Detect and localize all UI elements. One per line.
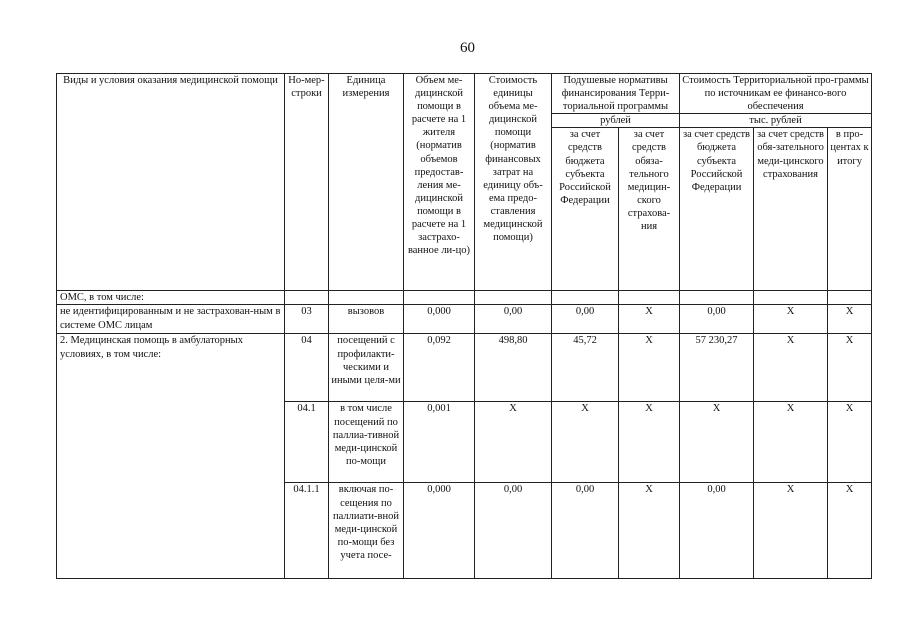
row-number: 04 [285,334,329,402]
page-number: 60 [460,40,475,56]
table-row [57,305,872,334]
header-budget-per-capita: за счет средств бюджета субъекта Российской Федерации [552,128,619,291]
header-unit-cost: Стоимость единицы объема ме-дицинской помощи (норматив финансовых затрат на единицу объ-ема предо-ставления медицинской помощи) [475,74,552,291]
row-cost [475,291,552,305]
header-rubles: рублей [552,114,680,128]
row-cost: Х [475,402,552,483]
row-cost: 498,80 [475,334,552,402]
row-budget-per-capita: 0,00 [552,305,619,334]
header-per-capita: Подушевые нормативы финансирования Терри-ториальной программы [552,74,680,114]
row-unit [329,291,404,305]
row-oms-cost: Х [754,402,828,483]
header-row-number: Но-мер-строки [285,74,329,291]
financing-table [56,73,872,579]
row-volume: 0,000 [404,305,475,334]
row-oms-per-capita [619,291,680,305]
header-percent: в про-центах к итогу [828,128,872,291]
row-budget-per-capita: 0,00 [552,483,619,579]
row-cost: 0,00 [475,483,552,579]
table-row [57,334,872,402]
header-program-cost: Стоимость Территориальной про-граммы по источникам ее финансо-вого обеспечения [680,74,872,114]
row-budget-cost: 0,00 [680,483,754,579]
row-oms-per-capita: Х [619,483,680,579]
row-number: 04.1.1 [285,483,329,579]
row-oms-per-capita: Х [619,402,680,483]
table-row [57,291,872,305]
row-label: ОМС, в том числе: [57,291,285,305]
header-unit: Единица измерения [329,74,404,291]
row-percent: Х [828,334,872,402]
row-percent: Х [828,305,872,334]
row-cost: 0,00 [475,305,552,334]
row-label: не идентифицированным и не застрахован-ным в системе ОМС лицам [57,305,285,334]
row-unit: в том числе посещений по паллиа-тивной меди-цинской по-мощи [329,402,404,483]
row-budget-per-capita: 45,72 [552,334,619,402]
row-oms-cost: Х [754,483,828,579]
header-oms-cost: за счет средств обя-зательного меди-цинского страхования [754,128,828,291]
header-row-1 [57,74,872,114]
row-oms-cost: Х [754,305,828,334]
row-percent: Х [828,402,872,483]
header-volume: Объем ме-дицинской помощи в расчете на 1 жителя (норматив объемов предостав-ления ме-дицинской помощи в расчете на 1 застрахо-ванное ли-цо) [404,74,475,291]
row-volume: 0,000 [404,483,475,579]
row-volume: 0,092 [404,334,475,402]
row-volume [404,291,475,305]
row-budget-per-capita [552,291,619,305]
row-percent [828,291,872,305]
header-oms-per-capita: за счет средств обяза-тельного медицин-ского страхова-ния [619,128,680,291]
row-number [285,291,329,305]
row-budget-cost: Х [680,402,754,483]
row-budget-per-capita: Х [552,402,619,483]
header-types: Виды и условия оказания медицинской помощи [57,74,285,291]
row-oms-cost [754,291,828,305]
header-budget-cost: за счет средств бюджета субъекта Российской Федерации [680,128,754,291]
header-thousand-rubles: тыс. рублей [680,114,872,128]
row-oms-cost: Х [754,334,828,402]
row-number: 04.1 [285,402,329,483]
row-volume: 0,001 [404,402,475,483]
row-number: 03 [285,305,329,334]
row-unit: включая по-сещения по паллиати-вной меди-цинской по-мощи без учета посе- [329,483,404,579]
row-budget-cost [680,291,754,305]
row-oms-per-capita: Х [619,334,680,402]
row-unit: вызовов [329,305,404,334]
row-label: 2. Медицинская помощь в амбулаторных условиях, в том числе: [57,334,285,579]
row-budget-cost: 57 230,27 [680,334,754,402]
row-oms-per-capita: Х [619,305,680,334]
row-budget-cost: 0,00 [680,305,754,334]
row-percent: Х [828,483,872,579]
row-unit: посещений с профилакти-ческими и иными целя-ми [329,334,404,402]
